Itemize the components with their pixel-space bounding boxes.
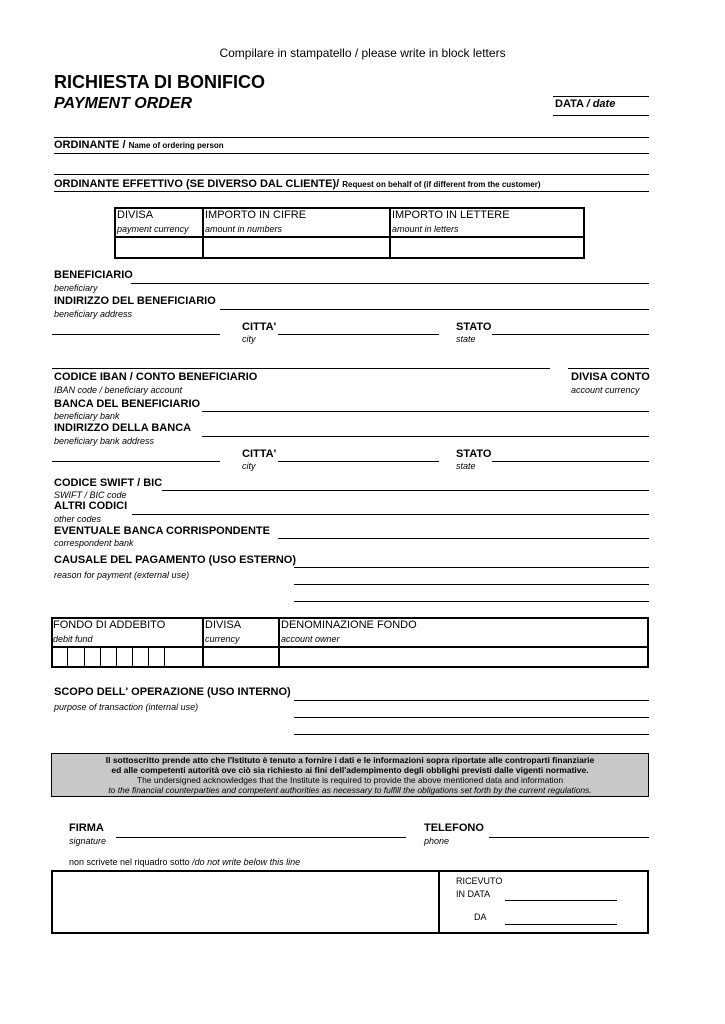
divider bbox=[54, 137, 649, 138]
beneficiary-bank-label: BANCA DEL BENEFICIARIO bbox=[54, 398, 201, 410]
correspondent-bank-field[interactable] bbox=[278, 538, 649, 539]
effective-ordering-label: ORDINANTE EFFETTIVO (SE DIVERSO DAL CLIENTE)/ Request on behalf of (if different from the customer) bbox=[54, 178, 541, 190]
signature-label-en: signature bbox=[69, 836, 107, 846]
received-date-label: IN DATA bbox=[456, 889, 491, 899]
debit-fund-header: FONDO DI ADDEBITO bbox=[53, 619, 166, 631]
iban-field[interactable] bbox=[52, 368, 550, 369]
payment-reason-field-3[interactable] bbox=[294, 601, 649, 602]
state-label-en: state bbox=[456, 334, 476, 344]
bank-address-label: INDIRIZZO DELLA BANCA bbox=[54, 422, 192, 434]
purpose-field-2[interactable] bbox=[294, 717, 649, 718]
city-label: CITTA' bbox=[242, 321, 277, 333]
bank-address-field-2[interactable] bbox=[52, 461, 220, 462]
fund-currency-header: DIVISA bbox=[205, 619, 242, 631]
beneficiary-address-label-en: beneficiary address bbox=[54, 309, 133, 319]
correspondent-bank-label-en: correspondent bank bbox=[54, 538, 134, 548]
received-date-field[interactable] bbox=[505, 900, 617, 901]
currency-header: DIVISA bbox=[117, 209, 154, 221]
received-by-label: DA bbox=[474, 912, 487, 922]
swift-label-en: SWIFT / BIC code bbox=[54, 490, 127, 500]
fund-name-field[interactable] bbox=[280, 648, 647, 666]
iban-label-en: IBAN code / beneficiary account bbox=[54, 385, 183, 395]
payment-reason-label-en: reason for payment (external use) bbox=[54, 570, 190, 580]
form-title: RICHIESTA DI BONIFICO bbox=[54, 72, 265, 92]
date-field[interactable] bbox=[553, 115, 649, 116]
swift-field[interactable] bbox=[162, 490, 649, 491]
bank-state-field[interactable] bbox=[492, 461, 649, 462]
purpose-field[interactable] bbox=[294, 700, 649, 701]
ordering-person-field[interactable] bbox=[54, 153, 649, 154]
phone-field[interactable] bbox=[489, 837, 649, 838]
iban-label: CODICE IBAN / CONTO BENEFICIARIO bbox=[54, 371, 258, 383]
state-label: STATO bbox=[456, 321, 492, 333]
account-currency-field[interactable] bbox=[568, 368, 649, 369]
amount-numbers-header-en: amount in numbers bbox=[205, 224, 283, 234]
city-field[interactable] bbox=[278, 334, 439, 335]
swift-label: CODICE SWIFT / BIC bbox=[54, 477, 163, 489]
beneficiary-label-en: beneficiary bbox=[54, 283, 98, 293]
signature-label: FIRMA bbox=[69, 822, 104, 834]
form-subtitle: PAYMENT ORDER bbox=[54, 95, 193, 112]
amount-letters-field[interactable] bbox=[391, 238, 583, 257]
fund-name-header: DENOMINAZIONE FONDO bbox=[281, 619, 417, 631]
debit-fund-field[interactable] bbox=[53, 648, 201, 666]
divider bbox=[54, 191, 649, 192]
purpose-label: SCOPO DELL' OPERAZIONE (USO INTERNO) bbox=[54, 686, 291, 698]
account-currency-label-en: account currency bbox=[571, 385, 640, 395]
signature-field[interactable] bbox=[116, 837, 406, 838]
amount-numbers-header: IMPORTO IN CIFRE bbox=[205, 209, 307, 221]
city-label-en: city bbox=[242, 334, 256, 344]
debit-fund-header-en: debit fund bbox=[53, 634, 93, 644]
amount-numbers-field[interactable] bbox=[204, 238, 388, 257]
fund-currency-header-en: currency bbox=[205, 634, 240, 644]
bank-city-label-en: city bbox=[242, 461, 256, 471]
no-write-notice: non scrivete nel riquadro sotto /do not write below this line bbox=[69, 857, 301, 867]
beneficiary-bank-field[interactable] bbox=[202, 411, 649, 412]
bank-address-field[interactable] bbox=[202, 436, 649, 437]
amount-letters-header: IMPORTO IN LETTERE bbox=[392, 209, 510, 221]
state-field[interactable] bbox=[492, 334, 649, 335]
payment-reason-label: CAUSALE DEL PAGAMENTO (USO ESTERNO) bbox=[54, 554, 297, 566]
bank-state-label-en: state bbox=[456, 461, 476, 471]
received-by-field[interactable] bbox=[505, 924, 617, 925]
bank-city-label: CITTA' bbox=[242, 448, 277, 460]
beneficiary-address-field[interactable] bbox=[220, 309, 649, 310]
phone-label: TELEFONO bbox=[424, 822, 484, 834]
correspondent-bank-label: EVENTUALE BANCA CORRISPONDENTE bbox=[54, 525, 270, 537]
other-codes-label-en: other codes bbox=[54, 514, 102, 524]
bank-city-field[interactable] bbox=[278, 461, 439, 462]
instruction-text: Compilare in stampatello / please write in block letters bbox=[219, 46, 506, 60]
bank-state-label: STATO bbox=[456, 448, 492, 460]
currency-field[interactable] bbox=[116, 238, 201, 257]
privacy-notice: Il sottoscritto prende atto che l'Istituto è tenuto a fornire i dati e le informazioni sopra riportate alle controparti finanziarie ed alle competenti autorità ove ciò sia richiesto ai fini dell'adempimento degli obblighi previsti dalle vigenti normative. The undersigned acknowledges that the Institute is required to provide the above mentioned data and information to the financial counterparties and competent authorities as necessary to fulfill the obligations set forth by the current regulations. bbox=[51, 753, 649, 797]
effective-ordering-field[interactable] bbox=[54, 174, 649, 175]
fund-currency-field[interactable] bbox=[204, 648, 277, 666]
fund-name-header-en: account owner bbox=[281, 634, 340, 644]
ordering-person-label: ORDINANTE / Name of ordering person bbox=[54, 139, 224, 151]
purpose-label-en: purpose of transaction (internal use) bbox=[54, 702, 199, 712]
beneficiary-field[interactable] bbox=[131, 283, 649, 284]
payment-reason-field-2[interactable] bbox=[294, 584, 649, 585]
amount-letters-header-en: amount in letters bbox=[392, 224, 459, 234]
beneficiary-address-field-2[interactable] bbox=[52, 334, 220, 335]
purpose-field-3[interactable] bbox=[294, 734, 649, 735]
phone-label-en: phone bbox=[424, 836, 450, 846]
currency-header-en: payment currency bbox=[117, 224, 189, 234]
beneficiary-address-label: INDIRIZZO DEL BENEFICIARIO bbox=[54, 295, 216, 307]
other-codes-label: ALTRI CODICI bbox=[54, 500, 128, 512]
date-label: DATA / date bbox=[555, 98, 616, 110]
account-currency-label: DIVISA CONTO bbox=[571, 371, 650, 383]
received-label: RICEVUTO bbox=[456, 876, 503, 886]
other-codes-field[interactable] bbox=[132, 514, 649, 515]
payment-reason-field[interactable] bbox=[294, 567, 649, 568]
beneficiary-bank-label-en: beneficiary bank bbox=[54, 411, 120, 421]
beneficiary-label: BENEFICIARIO bbox=[54, 269, 133, 281]
bank-address-label-en: beneficiary bank address bbox=[54, 436, 155, 446]
